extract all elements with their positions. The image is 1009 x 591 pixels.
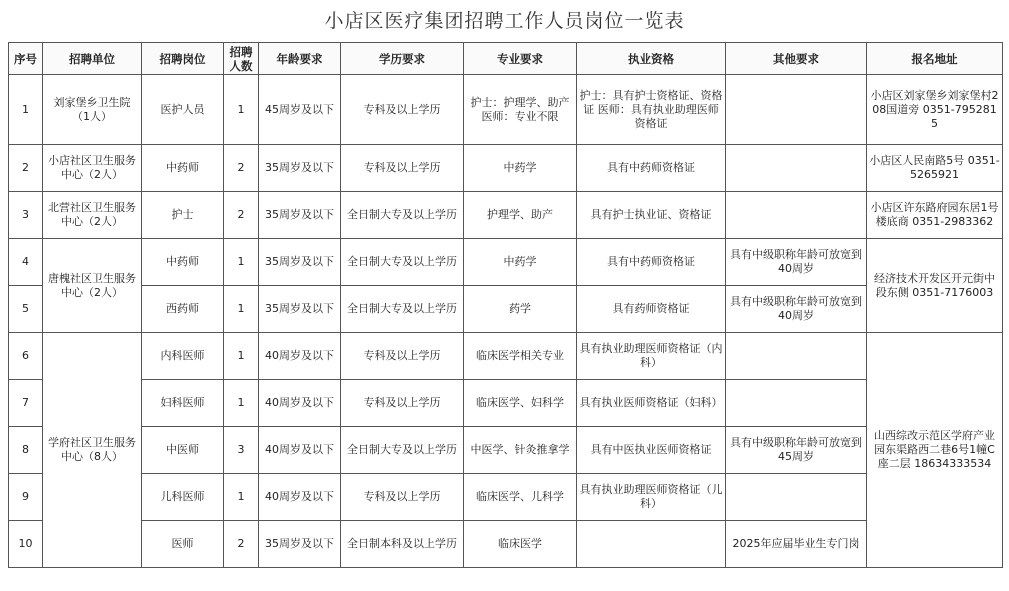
table-row — [9, 333, 1003, 380]
cell-other: 具有中级职称年龄可放宽到45周岁 — [726, 427, 867, 474]
cell-other — [726, 145, 867, 192]
cell-count: 3 — [224, 427, 259, 474]
table-row — [9, 192, 1003, 239]
cell-address: 小店区许东路府园东居1号楼底商 0351-2983362 — [867, 192, 1003, 239]
cell-edu: 专科及以上学历 — [341, 75, 464, 145]
cell-seq: 8 — [9, 427, 43, 474]
header-row — [9, 43, 1003, 75]
cell-age: 40周岁及以下 — [259, 333, 341, 380]
cell-post: 内科医师 — [142, 333, 224, 380]
cell-count: 2 — [224, 521, 259, 568]
cell-other — [726, 75, 867, 145]
cell-edu: 全日制大专及以上学历 — [341, 192, 464, 239]
cell-address: 小店区刘家堡乡刘家堡村208国道旁 0351-7952815 — [867, 75, 1003, 145]
page-title: 小店区医疗集团招聘工作人员岗位一览表 — [324, 10, 685, 32]
cell-major: 临床医学、妇科学 — [464, 380, 577, 427]
cell-other — [726, 333, 867, 380]
cell-other: 具有中级职称年龄可放宽到40周岁 — [726, 286, 867, 333]
header-age: 年龄要求 — [259, 43, 341, 75]
cell-seq: 6 — [9, 333, 43, 380]
cell-license: 具有中医执业医师资格证 — [577, 427, 726, 474]
cell-count: 1 — [224, 380, 259, 427]
header-other: 其他要求 — [726, 43, 867, 75]
cell-major: 护士：护理学、助产 医师：专业不限 — [464, 75, 577, 145]
cell-edu: 全日制大专及以上学历 — [341, 427, 464, 474]
cell-unit: 学府社区卫生服务中心（8人） — [43, 333, 142, 568]
cell-seq: 9 — [9, 474, 43, 521]
cell-post: 医师 — [142, 521, 224, 568]
cell-age: 45周岁及以下 — [259, 75, 341, 145]
cell-major: 临床医学、儿科学 — [464, 474, 577, 521]
cell-unit: 小店社区卫生服务中心（2人） — [43, 145, 142, 192]
cell-major: 护理学、助产 — [464, 192, 577, 239]
cell-seq: 7 — [9, 380, 43, 427]
cell-age: 35周岁及以下 — [259, 192, 341, 239]
cell-license: 具有中药师资格证 — [577, 239, 726, 286]
cell-post: 西药师 — [142, 286, 224, 333]
cell-age: 35周岁及以下 — [259, 521, 341, 568]
cell-unit: 北营社区卫生服务中心（2人） — [43, 192, 142, 239]
table-row — [9, 145, 1003, 192]
cell-seq: 4 — [9, 239, 43, 286]
cell-count: 1 — [224, 474, 259, 521]
cell-age: 35周岁及以下 — [259, 145, 341, 192]
cell-license: 具有药师资格证 — [577, 286, 726, 333]
header-edu: 学历要求 — [341, 43, 464, 75]
cell-major: 中药学 — [464, 145, 577, 192]
cell-age: 40周岁及以下 — [259, 380, 341, 427]
cell-count: 1 — [224, 286, 259, 333]
cell-other — [726, 192, 867, 239]
cell-edu: 专科及以上学历 — [341, 333, 464, 380]
cell-post: 护士 — [142, 192, 224, 239]
cell-major: 药学 — [464, 286, 577, 333]
table-row — [9, 427, 1003, 474]
cell-address: 经济技术开发区开元街中段东侧 0351-7176003 — [867, 239, 1003, 333]
cell-unit: 刘家堡乡卫生院（1人） — [43, 75, 142, 145]
cell-license: 具有执业医师资格证（妇科） — [577, 380, 726, 427]
cell-major: 临床医学相关专业 — [464, 333, 577, 380]
cell-seq: 3 — [9, 192, 43, 239]
table-row — [9, 75, 1003, 145]
cell-edu: 全日制大专及以上学历 — [341, 239, 464, 286]
cell-count: 1 — [224, 239, 259, 286]
cell-other — [726, 380, 867, 427]
cell-post: 儿科医师 — [142, 474, 224, 521]
cell-edu: 全日制本科及以上学历 — [341, 521, 464, 568]
cell-other: 具有中级职称年龄可放宽到40周岁 — [726, 239, 867, 286]
cell-post: 中医师 — [142, 427, 224, 474]
header-count: 招聘人数 — [224, 43, 259, 75]
cell-major: 中药学 — [464, 239, 577, 286]
cell-post: 妇科医师 — [142, 380, 224, 427]
cell-license: 具有护士执业证、资格证 — [577, 192, 726, 239]
cell-major: 中医学、针灸推拿学 — [464, 427, 577, 474]
cell-other: 2025年应届毕业生专门岗 — [726, 521, 867, 568]
cell-license: 具有执业助理医师资格证（儿科） — [577, 474, 726, 521]
table-row — [9, 380, 1003, 427]
header-unit: 招聘单位 — [43, 43, 142, 75]
cell-seq: 2 — [9, 145, 43, 192]
cell-age: 35周岁及以下 — [259, 239, 341, 286]
cell-major: 临床医学 — [464, 521, 577, 568]
cell-unit: 唐槐社区卫生服务中心（2人） — [43, 239, 142, 333]
cell-address: 山西综改示范区学府产业园东渠路西二巷6号1幢C座二层 18634333534 — [867, 333, 1003, 568]
cell-other — [726, 474, 867, 521]
cell-age: 40周岁及以下 — [259, 474, 341, 521]
cell-edu: 专科及以上学历 — [341, 145, 464, 192]
recruitment-table — [8, 42, 1003, 568]
cell-count: 1 — [224, 333, 259, 380]
cell-license — [577, 521, 726, 568]
cell-license: 具有中药师资格证 — [577, 145, 726, 192]
cell-edu: 专科及以上学历 — [341, 474, 464, 521]
cell-seq: 10 — [9, 521, 43, 568]
cell-license: 护士：具有护士资格证、资格证 医师：具有执业助理医师资格证 — [577, 75, 726, 145]
table-row — [9, 239, 1003, 286]
header-address: 报名地址 — [867, 43, 1003, 75]
table-row — [9, 474, 1003, 521]
cell-post: 医护人员 — [142, 75, 224, 145]
cell-edu: 专科及以上学历 — [341, 380, 464, 427]
header-license: 执业资格 — [577, 43, 726, 75]
header-seq: 序号 — [9, 43, 43, 75]
cell-age: 40周岁及以下 — [259, 427, 341, 474]
cell-post: 中药师 — [142, 239, 224, 286]
cell-edu: 全日制大专及以上学历 — [341, 286, 464, 333]
header-major: 专业要求 — [464, 43, 577, 75]
cell-seq: 5 — [9, 286, 43, 333]
cell-seq: 1 — [9, 75, 43, 145]
table-row — [9, 521, 1003, 568]
cell-address: 小店区人民南路5号 0351-5265921 — [867, 145, 1003, 192]
table-row — [9, 286, 1003, 333]
header-post: 招聘岗位 — [142, 43, 224, 75]
cell-count: 1 — [224, 75, 259, 145]
cell-age: 35周岁及以下 — [259, 286, 341, 333]
cell-post: 中药师 — [142, 145, 224, 192]
cell-count: 2 — [224, 145, 259, 192]
cell-license: 具有执业助理医师资格证（内科） — [577, 333, 726, 380]
cell-count: 2 — [224, 192, 259, 239]
